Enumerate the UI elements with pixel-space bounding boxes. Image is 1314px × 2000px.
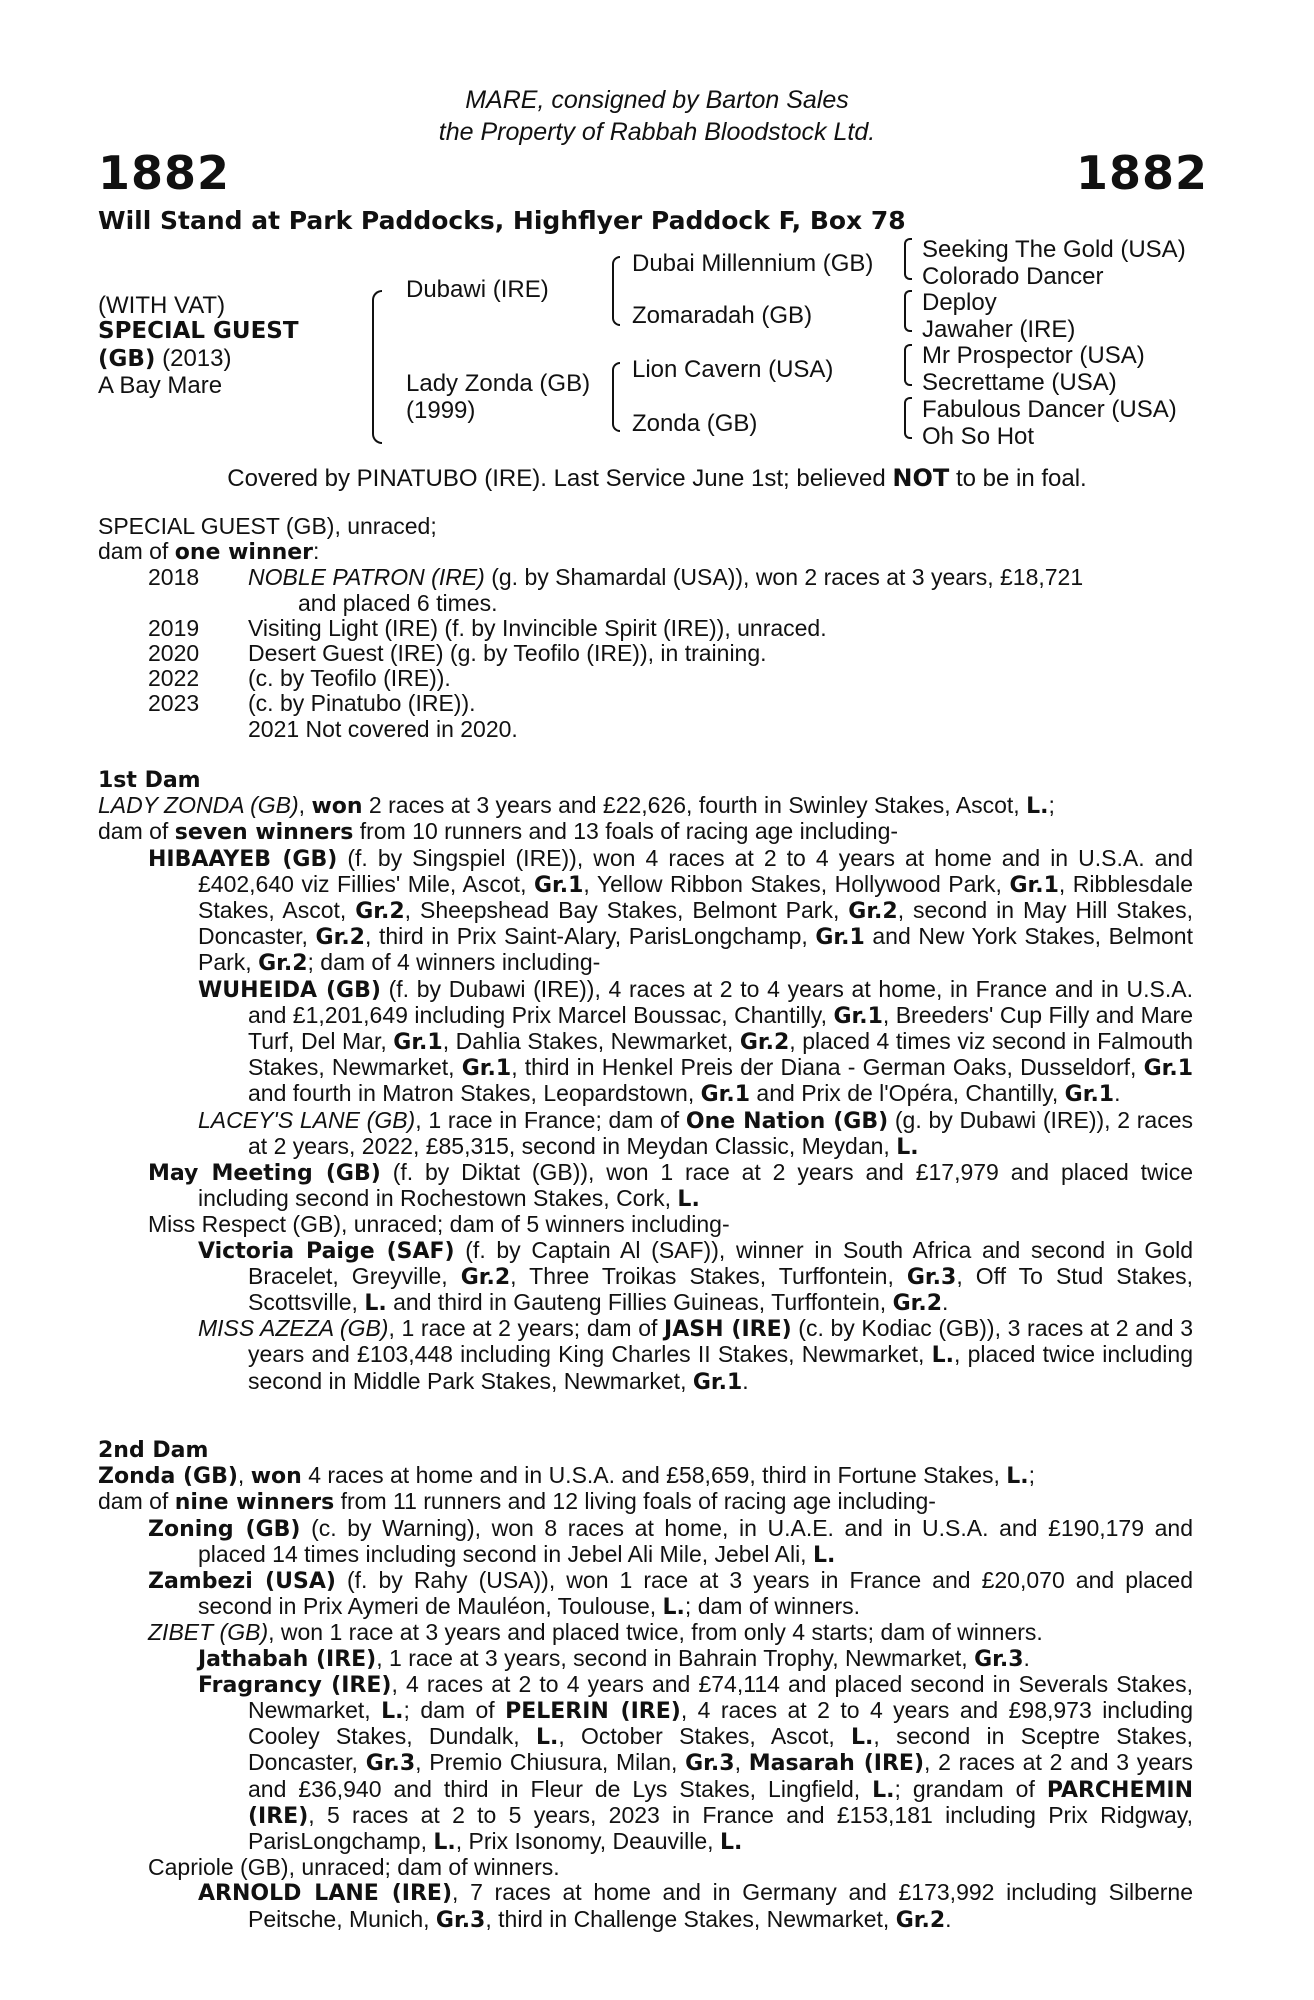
pedigree-brace-ss bbox=[904, 238, 912, 280]
pedigree-dds: Fabulous Dancer (USA) bbox=[922, 396, 1177, 423]
text-run: seven winners bbox=[174, 820, 354, 846]
text-run: won bbox=[250, 1464, 302, 1490]
text-run: Gr.2 bbox=[739, 1030, 790, 1056]
text-run: , bbox=[237, 1462, 251, 1489]
text-run: Gr.2 bbox=[848, 899, 898, 925]
produce-section bbox=[98, 514, 1193, 742]
text-run: Gr.3 bbox=[906, 1264, 957, 1290]
produce-text bbox=[248, 590, 497, 616]
produce-year: 2019 bbox=[148, 614, 200, 641]
text-run: PARCHEMIN (IRE) bbox=[248, 1777, 1193, 1829]
text-run: (c. by Warning), won 8 races at home, in U.A.E. and in U.S.A. and £190,179 and placed 14 times including second in Jebel Ali Mile, Jebel Ali, bbox=[198, 1514, 1193, 1567]
produce-row bbox=[98, 591, 1193, 616]
produce-year: 2022 bbox=[148, 665, 200, 692]
produce-intro: SPECIAL GUEST (GB), unraced; bbox=[98, 513, 437, 539]
text-run: (g. by Dubawi (IRE)), 2 races at 2 years, 2022, £85,315, second in Meydan Classic, Meydan, bbox=[248, 1106, 1194, 1159]
text-run: , won 1 race at 3 years and placed twice, from only 4 starts; dam of winners. bbox=[268, 1619, 1043, 1646]
text-run: . bbox=[1114, 1080, 1121, 1107]
pedigree-sdd: Jawaher (IRE) bbox=[922, 316, 1076, 343]
produce-detail: Visiting Light (IRE) (f. by Invincible Spirit (IRE)), unraced. bbox=[248, 614, 827, 641]
produce-text bbox=[248, 564, 1083, 590]
pedigree-sire: Dubawi (IRE) bbox=[406, 276, 549, 303]
text-run: , 4 races at 2 to 4 years and £74,114 and placed second in Severals Stakes, Newmarket, bbox=[248, 1670, 1193, 1724]
text-run: Zoning (GB) bbox=[148, 1516, 301, 1542]
produce-row bbox=[98, 565, 1193, 590]
pedigree-ssd: Colorado Dancer bbox=[922, 263, 1104, 290]
text-run: Gr.1 bbox=[461, 1056, 512, 1082]
text-run: dam of bbox=[98, 818, 175, 845]
first-dam-line1 bbox=[98, 793, 1193, 819]
text-run: JASH (IRE) bbox=[664, 1317, 792, 1343]
produce-hibaayeb bbox=[148, 846, 1193, 977]
text-run: (f. by Diktat (GB)), won 1 race at 2 years and £17,979 and placed twice including second in Rochestown Stakes, Cork, bbox=[198, 1159, 1194, 1212]
produce-arnold-lane bbox=[198, 1880, 1193, 1932]
text-run: Zonda (GB) bbox=[98, 1464, 238, 1490]
produce-laceys-lane bbox=[198, 1108, 1193, 1160]
text-run: Gr.2 bbox=[258, 951, 308, 977]
stand-location: Will Stand at Park Paddocks, Highflyer Paddock F, Box 78 bbox=[98, 206, 906, 235]
text-run: L. bbox=[1006, 1464, 1029, 1490]
text-run: Gr.1 bbox=[815, 925, 865, 951]
pedigree-brace-sire bbox=[612, 256, 620, 326]
pedigree-sire-sire: Dubai Millennium (GB) bbox=[632, 250, 874, 277]
text-run: Gr.2 bbox=[315, 925, 365, 951]
text-run: LADY ZONDA (GB) bbox=[98, 792, 299, 819]
pedigree-brace-main bbox=[372, 290, 382, 444]
text-run: . bbox=[945, 1905, 952, 1932]
pedigree-brace-dam bbox=[612, 362, 620, 432]
text-run: , 1 race in France; dam of bbox=[415, 1106, 686, 1133]
produce-text bbox=[248, 716, 518, 742]
produce-zibet bbox=[148, 1620, 1193, 1645]
lot-number-right: 1882 bbox=[1075, 146, 1208, 200]
text-run: , Off To Stud Stakes, Scottsville, bbox=[248, 1262, 1193, 1316]
text-run: (f. by Dubawi (IRE)), 4 races at 2 to 4 years at home, in France and in U.S.A. and £1,201,649 including Prix Marcel Boussac, Chantilly, bbox=[248, 975, 1193, 1028]
produce-capriole: Capriole (GB), unraced; dam of winners. bbox=[148, 1854, 560, 1881]
pedigree-dam-year: (1999) bbox=[406, 397, 476, 424]
text-run: Gr.1 bbox=[1064, 1082, 1115, 1108]
text-run: , Breeders' Cup Filly and Mare Turf, Del Mar, bbox=[248, 1001, 1194, 1055]
text-run: 4 races at home and in U.S.A. and £58,659, third in Fortune Stakes, bbox=[301, 1462, 1007, 1489]
produce-miss-respect: Miss Respect (GB), unraced; dam of 5 winners including- bbox=[148, 1211, 730, 1238]
text-run: . bbox=[742, 1367, 749, 1394]
text-run: L. bbox=[851, 1725, 874, 1751]
text-run: ZIBET (GB) bbox=[148, 1619, 269, 1646]
produce-detail: (c. by Pinatubo (IRE)). bbox=[248, 690, 476, 717]
text-run: won bbox=[311, 794, 363, 820]
text-run: , Three Troikas Stakes, Turffontein, bbox=[510, 1262, 907, 1289]
pedigree-dss: Mr Prospector (USA) bbox=[922, 342, 1145, 369]
text-run: Gr.1 bbox=[1009, 872, 1059, 898]
produce-detail: (c. by Teofilo (IRE)). bbox=[248, 665, 451, 692]
horse-origin-year: (GB) (2013) bbox=[98, 345, 232, 372]
text-run: and fourth in Matron Stakes, Leopardstown, bbox=[248, 1080, 701, 1107]
produce-victoria-paige bbox=[198, 1238, 1193, 1317]
produce-year: 2018 bbox=[148, 564, 200, 591]
first-dam-section bbox=[98, 768, 1193, 1395]
pedigree-sire-dam: Zomaradah (GB) bbox=[632, 302, 813, 329]
property-line: the Property of Rabbah Bloodstock Ltd. bbox=[438, 118, 876, 146]
text-run: L. bbox=[896, 1134, 919, 1160]
text-run: , placed 4 times viz second in Falmouth Stakes, Newmarket, bbox=[248, 1028, 1193, 1081]
produce-zoning bbox=[148, 1516, 1193, 1568]
text-run: Gr.1 bbox=[1143, 1056, 1194, 1082]
produce-zambezi bbox=[148, 1568, 1193, 1620]
covered-note: Covered by PINATUBO (IRE). Last Service June 1st; believed NOT to be in foal. bbox=[227, 464, 1087, 492]
produce-miss-azeza bbox=[198, 1316, 1193, 1395]
text-run: , 2 races at 2 and 3 years and £36,940 and third in Fleur de Lys Stakes, Lingfield, bbox=[248, 1749, 1193, 1802]
text-run: Gr.1 bbox=[393, 1030, 443, 1056]
text-run: (f. by Captain Al (SAF)), winner in South Africa and second in Gold Bracelet, Greyville, bbox=[248, 1236, 1193, 1289]
text-run: , third in Challenge Stakes, Newmarket, bbox=[485, 1905, 896, 1932]
pedigree-sds: Deploy bbox=[922, 289, 997, 316]
text-run: (f. by Singspiel (IRE)), won 4 races at 2 to 4 years at home and in U.S.A. and £402,640 viz Fillies' Mile, Ascot, bbox=[198, 844, 1194, 897]
text-run: , Premio Chiusura, Milan, bbox=[415, 1749, 686, 1776]
text-run: L. bbox=[677, 1187, 700, 1213]
text-run: , 4 races at 2 to 4 years and £98,973 including Cooley Stakes, Dundalk, bbox=[248, 1697, 1193, 1750]
pedigree-dam: Lady Zonda (GB) bbox=[406, 370, 591, 397]
text-run: L. bbox=[719, 1830, 743, 1856]
text-run: and third in Gauteng Fillies Guineas, Turffontein, bbox=[386, 1289, 893, 1316]
text-run: L. bbox=[872, 1777, 895, 1803]
text-run: WUHEIDA (GB) bbox=[198, 977, 381, 1003]
consignor-line: MARE, consigned by Barton Sales bbox=[465, 86, 849, 114]
text-run: ; bbox=[1028, 1462, 1036, 1489]
text-run: Gr.2 bbox=[892, 1291, 943, 1317]
produce-row bbox=[98, 666, 1193, 691]
produce-detail: 2021 Not covered in 2020. bbox=[248, 715, 518, 742]
text-run: Gr.1 bbox=[833, 1003, 883, 1029]
produce-list bbox=[98, 565, 1193, 741]
produce-dam-of: dam of one winner: bbox=[98, 538, 320, 566]
text-run: ; dam of winners. bbox=[684, 1593, 861, 1620]
text-run: L. bbox=[931, 1343, 955, 1369]
text-run: One Nation (GB) bbox=[685, 1108, 889, 1134]
text-run: ; bbox=[1048, 792, 1055, 819]
produce-text bbox=[248, 640, 767, 666]
pedigree-dam-dam: Zonda (GB) bbox=[632, 410, 758, 437]
text-run: ; grandam of bbox=[894, 1775, 1047, 1802]
text-run: Gr.1 bbox=[692, 1369, 743, 1395]
text-run: (c. by Kodiac (GB)), 3 races at 2 and 3 years and £103,448 including King Charles II Stakes, Newmarket, bbox=[248, 1315, 1193, 1368]
produce-text bbox=[248, 665, 451, 691]
text-run: Zambezi (USA) bbox=[148, 1569, 336, 1595]
text-run: , Prix Isonomy, Deauville, bbox=[455, 1828, 720, 1855]
text-run: , bbox=[734, 1749, 749, 1776]
second-dam-line2 bbox=[98, 1489, 1193, 1515]
second-dam-section bbox=[98, 1438, 1193, 1933]
text-run: ; dam of bbox=[403, 1697, 506, 1724]
text-run: . bbox=[942, 1289, 949, 1316]
text-run: PELERIN (IRE) bbox=[505, 1699, 681, 1725]
produce-row bbox=[98, 717, 1193, 742]
text-run: , Sheepshead Bay Stakes, Belmont Park, bbox=[404, 897, 849, 924]
produce-detail: (g. by Shamardal (USA)), won 2 races at 3 years, £18,721 bbox=[484, 564, 1084, 591]
text-run: L. bbox=[535, 1725, 559, 1751]
text-run: , Dahlia Stakes, Newmarket, bbox=[442, 1028, 740, 1055]
produce-detail: Desert Guest (IRE) (g. by Teofilo (IRE)), in training. bbox=[248, 640, 767, 667]
produce-text bbox=[248, 615, 827, 641]
text-run: Gr.2 bbox=[355, 899, 405, 925]
produce-detail: and placed 6 times. bbox=[298, 589, 498, 616]
text-run: , October Stakes, Ascot, bbox=[558, 1723, 852, 1750]
text-run: , placed twice including second in Middle Park Stakes, Newmarket, bbox=[248, 1341, 1193, 1394]
horse-description: A Bay Mare bbox=[98, 372, 223, 399]
text-run: from 11 runners and 12 living foals of racing age including- bbox=[334, 1488, 936, 1515]
text-run: 2 races at 3 years and £22,626, fourth in Swinley Stakes, Ascot, bbox=[362, 792, 1027, 819]
text-run: Gr.3 bbox=[435, 1907, 486, 1933]
pedigree-brace-sd bbox=[904, 290, 912, 332]
produce-fragrancy bbox=[198, 1672, 1193, 1855]
produce-row bbox=[98, 616, 1193, 641]
text-run: May Meeting (GB) bbox=[148, 1161, 381, 1187]
pedigree-brace-dd bbox=[904, 397, 912, 439]
text-run: and New York Stakes, Belmont Park, bbox=[198, 923, 1193, 976]
text-run: Gr.2 bbox=[895, 1907, 946, 1933]
text-run: nine winners bbox=[174, 1490, 335, 1516]
text-run: Gr.3 bbox=[685, 1751, 735, 1777]
text-run: , third in Henkel Preis der Diana - German Oaks, Dusseldorf, bbox=[511, 1054, 1144, 1081]
text-run: HIBAAYEB (GB) bbox=[148, 846, 338, 872]
produce-may-meeting bbox=[148, 1160, 1193, 1212]
produce-text bbox=[248, 690, 476, 716]
text-run: (f. by Rahy (USA)), won 1 race at 3 years in France and £20,070 and placed second in Prix Aymeri de Mauléon, Toulouse, bbox=[198, 1567, 1193, 1620]
first-dam-heading: 1st Dam bbox=[98, 768, 201, 793]
text-run: and Prix de l'Opéra, Chantilly, bbox=[750, 1080, 1065, 1107]
text-run: L. bbox=[662, 1595, 685, 1621]
pedigree-dam-sire: Lion Cavern (USA) bbox=[632, 356, 834, 383]
text-run: L. bbox=[381, 1699, 404, 1725]
text-run: , 7 races at home and in Germany and £173,992 including Silberne Peitsche, Munich, bbox=[248, 1879, 1193, 1932]
pedigree-brace-ds bbox=[904, 344, 912, 386]
text-run: LACEY'S LANE (GB) bbox=[198, 1106, 416, 1133]
text-run: L. bbox=[1026, 794, 1049, 820]
text-run: Gr.1 bbox=[533, 872, 584, 898]
lot-number-left: 1882 bbox=[98, 146, 231, 200]
pedigree-sss: Seeking The Gold (USA) bbox=[922, 236, 1186, 263]
text-run: Gr.3 bbox=[365, 1751, 416, 1777]
text-run: , Ribblesdale Stakes, Ascot, bbox=[198, 870, 1193, 924]
pedigree-dsd: Secrettame (USA) bbox=[922, 369, 1117, 396]
text-run: , third in Prix Saint-Alary, ParisLongchamp, bbox=[364, 923, 816, 950]
text-run: , 5 races at 2 to 5 years, 2023 in France and £153,181 including Prix Ridgway, ParisLongchamp, bbox=[248, 1801, 1193, 1855]
text-run: Victoria Paige (SAF) bbox=[198, 1238, 455, 1264]
produce-row bbox=[98, 691, 1193, 716]
text-run: , second in May Hill Stakes, Doncaster, bbox=[198, 897, 1193, 950]
vat-note: (WITH VAT) bbox=[98, 292, 226, 319]
text-run: Gr.2 bbox=[460, 1264, 511, 1290]
produce-year: 2023 bbox=[148, 690, 200, 717]
text-run: Gr.3 bbox=[974, 1646, 1024, 1672]
text-run: , bbox=[298, 792, 312, 819]
horse-name: SPECIAL GUEST bbox=[98, 318, 299, 344]
text-run: , Yellow Ribbon Stakes, Hollywood Park, bbox=[583, 870, 1010, 897]
pedigree-ddd: Oh So Hot bbox=[922, 423, 1035, 450]
text-run: Masarah (IRE) bbox=[748, 1751, 925, 1777]
text-run: L. bbox=[812, 1542, 836, 1568]
text-run: Fragrancy (IRE) bbox=[198, 1672, 392, 1698]
text-run: dam of bbox=[98, 1488, 175, 1515]
text-run: ; dam of 4 winners including- bbox=[307, 949, 601, 976]
produce-year: 2020 bbox=[148, 640, 200, 667]
text-run: L. bbox=[364, 1291, 387, 1317]
produce-row bbox=[98, 641, 1193, 666]
text-run: L. bbox=[433, 1830, 456, 1856]
text-run: MISS AZEZA (GB) bbox=[198, 1315, 389, 1342]
text-run: from 10 runners and 13 foals of racing age including- bbox=[353, 818, 899, 845]
second-dam-heading: 2nd Dam bbox=[98, 1438, 209, 1463]
text-run: . bbox=[1023, 1644, 1030, 1671]
text-run: , 1 race at 2 years; dam of bbox=[388, 1315, 665, 1342]
produce-name: NOBLE PATRON (IRE) bbox=[248, 564, 485, 591]
produce-jathabah bbox=[198, 1646, 1193, 1672]
second-dam-line1 bbox=[98, 1463, 1193, 1489]
first-dam-line2 bbox=[98, 819, 1193, 845]
text-run: , second in Sceptre Stakes, Doncaster, bbox=[248, 1723, 1193, 1776]
text-run: , 1 race at 3 years, second in Bahrain Trophy, Newmarket, bbox=[376, 1644, 975, 1671]
text-run: ARNOLD LANE (IRE) bbox=[198, 1881, 453, 1907]
text-run: Gr.1 bbox=[700, 1082, 751, 1108]
produce-wuheida bbox=[198, 977, 1193, 1108]
text-run: Jathabah (IRE) bbox=[198, 1646, 377, 1672]
